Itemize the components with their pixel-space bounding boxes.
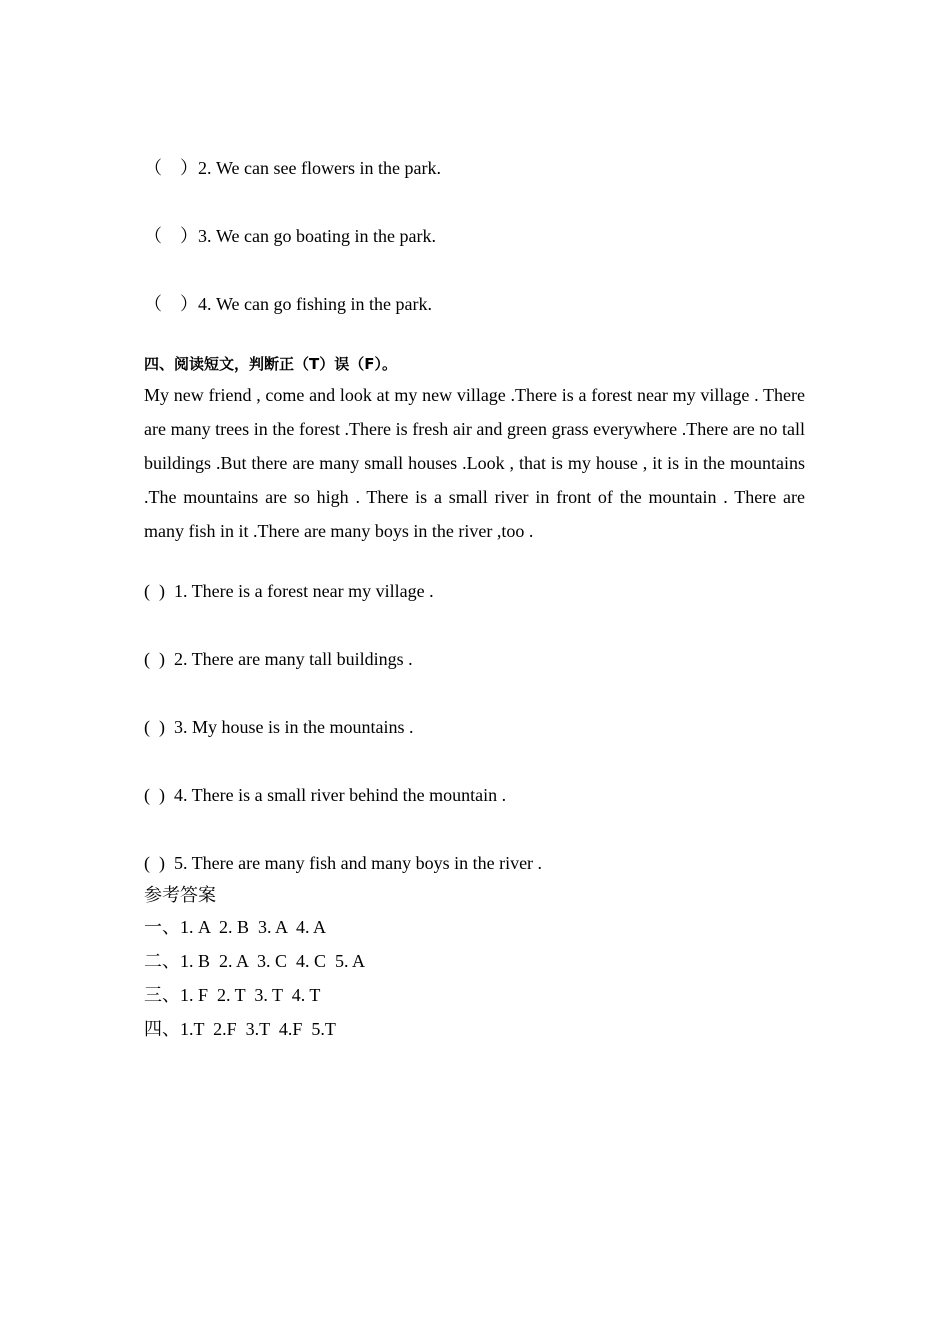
reading-passage: My new friend , come and look at my new village .There is a forest near my village . There are many trees in the forest .There is fresh air and green grass everywhere .There are no tall buildings .But there are many small houses .Look , that is my house , it is in the mountains .The mountains are so high . There is a small river in front of the mountain . There are many fish in it .There are many boys in the river ,too .	[144, 385, 805, 541]
answers-line-1: 一、1. A 2. B 3. A 4. A	[144, 917, 327, 937]
section4-item-1: ( ) 1. There is a forest near my village .	[144, 581, 434, 601]
answers-line-4: 四、1.T 2.F 3.T 4.F 5.T	[144, 1019, 336, 1039]
section3-item-4: （ ）4. We can go fishing in the park.	[144, 294, 432, 314]
answers-line-3: 三、1. F 2. T 3. T 4. T	[144, 985, 321, 1005]
section3-item-2: （ ）2. We can see flowers in the park.	[144, 158, 441, 178]
section4-item-3: ( ) 3. My house is in the mountains .	[144, 717, 414, 737]
answers-title: 参考答案	[144, 885, 216, 905]
section4-heading: 四、阅读短文，判断正（T）误（F）。	[144, 355, 397, 373]
section4-item-5: ( ) 5. There are many fish and many boys in the river .	[144, 853, 543, 873]
section3-item-3: （ ）3. We can go boating in the park.	[144, 226, 436, 246]
section4-item-4: ( ) 4. There is a small river behind the mountain .	[144, 785, 507, 805]
section4-item-2: ( ) 2. There are many tall buildings .	[144, 649, 413, 669]
answers-line-2: 二、1. B 2. A 3. C 4. C 5. A	[144, 951, 366, 971]
